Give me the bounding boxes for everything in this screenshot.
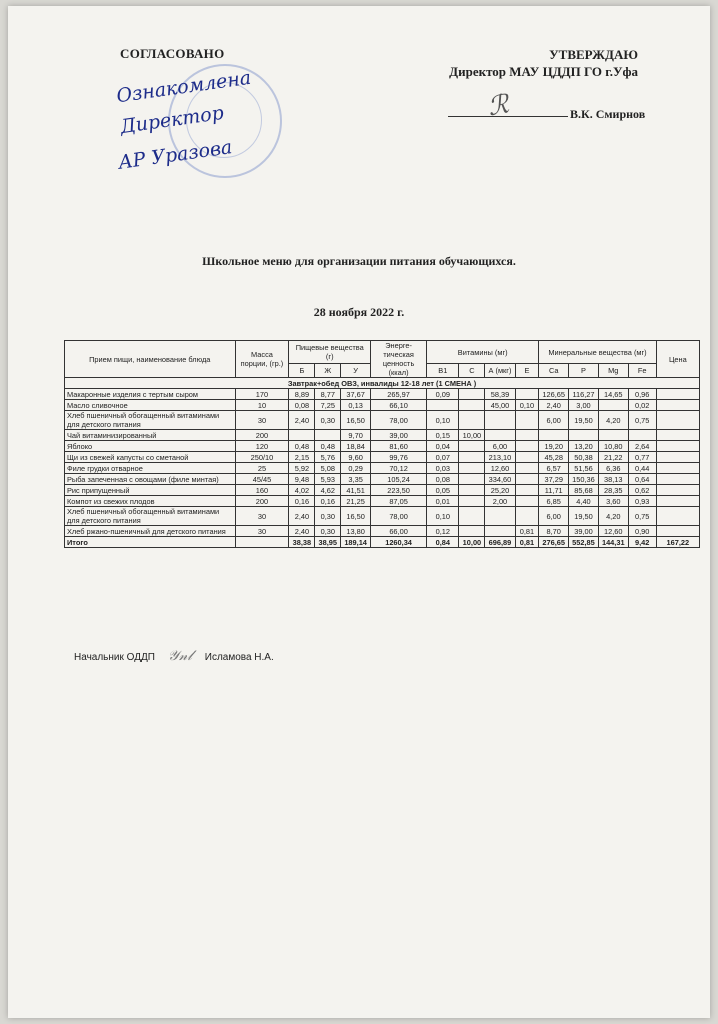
approve-block (449, 46, 638, 80)
cell-zh: 0,30 (315, 526, 341, 537)
footer-signature: 𝒴𝓃𝓁 (167, 648, 192, 664)
cell-price (656, 526, 699, 537)
cell-p: 150,36 (569, 474, 599, 485)
cell-b1: 0,08 (427, 474, 459, 485)
cell-ca: 8,70 (539, 526, 569, 537)
cell-ca: 126,65 (539, 389, 569, 400)
footer-signature-block (74, 648, 274, 664)
cell-mass: 30 (235, 507, 289, 526)
cell-energy: 81,60 (371, 441, 427, 452)
cell-e (515, 507, 539, 526)
cell-c (459, 452, 485, 463)
cell-mg: 14,65 (598, 389, 628, 400)
cell-price (656, 496, 699, 507)
cell-b1: 0,09 (427, 389, 459, 400)
cell-fe: 0,75 (628, 507, 656, 526)
cell-e (515, 441, 539, 452)
cell-mg: 38,13 (598, 474, 628, 485)
cell-fe: 0,02 (628, 400, 656, 411)
cell-u: 9,60 (341, 452, 371, 463)
cell-p: 19,50 (569, 507, 599, 526)
cell-name: Чай витаминизированный (65, 430, 236, 441)
table-row (65, 485, 700, 496)
cell-name: Хлеб ржано-пшеничный для детского питания (65, 526, 236, 537)
cell-b1: 0,15 (427, 430, 459, 441)
cell-fe: 0,93 (628, 496, 656, 507)
cell-e (515, 463, 539, 474)
cell-mass: 25 (235, 463, 289, 474)
cell-fe: 0,75 (628, 411, 656, 430)
header-mg: Mg (598, 364, 628, 378)
cell-p: 85,68 (569, 485, 599, 496)
header-mass: Масса порции, (гр.) (235, 341, 289, 378)
table-row (65, 463, 700, 474)
cell-a (485, 411, 515, 430)
page-title: Школьное меню для организации питания обучающихся. (202, 254, 516, 268)
header-e: Е (515, 364, 539, 378)
header-meal: Прием пищи, наименование блюда (65, 341, 236, 378)
cell-c (459, 526, 485, 537)
cell-mg: 4,20 (598, 507, 628, 526)
header-ca: Са (539, 364, 569, 378)
handwritten-line-2: Директор (118, 101, 226, 139)
cell-ca: 19,20 (539, 441, 569, 452)
director-title: Директор МАУ ЦДДП ГО г.Уфа (449, 64, 638, 79)
cell-p: 13,20 (569, 441, 599, 452)
cell-energy: 78,00 (371, 507, 427, 526)
cell-e (515, 430, 539, 441)
cell-e: 0,81 (515, 526, 539, 537)
table-row (65, 389, 700, 400)
cell-e (515, 411, 539, 430)
cell-u: 0,13 (341, 400, 371, 411)
cell-mg: 28,35 (598, 485, 628, 496)
cell-price (656, 485, 699, 496)
cell-c (459, 411, 485, 430)
cell-e (515, 389, 539, 400)
header-zh: Ж (315, 364, 341, 378)
cell-a: 58,39 (485, 389, 515, 400)
cell-ca: 37,29 (539, 474, 569, 485)
cell-energy: 105,24 (371, 474, 427, 485)
cell-b: 2,40 (289, 507, 315, 526)
table-row (65, 400, 700, 411)
cell-price (656, 463, 699, 474)
cell-p: 50,38 (569, 452, 599, 463)
header-b: Б (289, 364, 315, 378)
cell-price (656, 452, 699, 463)
cell-fe: 0,77 (628, 452, 656, 463)
cell-name: Компот из свежих плодов (65, 496, 236, 507)
cell-mass: 250/10 (235, 452, 289, 463)
cell-price (656, 430, 699, 441)
signature-line (448, 116, 568, 117)
handwritten-line-1: Ознакомлена (115, 66, 253, 108)
cell-ca: 6,85 (539, 496, 569, 507)
cell-price (656, 441, 699, 452)
cell-mg: 10,80 (598, 441, 628, 452)
cell-b1: 0,12 (427, 526, 459, 537)
table-row (65, 441, 700, 452)
cell-u: 3,35 (341, 474, 371, 485)
cell-b1: 0,01 (427, 496, 459, 507)
cell-zh (315, 430, 341, 441)
cell-b: 9,48 (289, 474, 315, 485)
cell-energy: 70,12 (371, 463, 427, 474)
cell-mass: 30 (235, 526, 289, 537)
cell-a (485, 430, 515, 441)
table-row (65, 430, 700, 441)
cell-a: 6,00 (485, 441, 515, 452)
header-p: Р (569, 364, 599, 378)
director-signature: ℛ (485, 89, 512, 123)
total-row (65, 537, 700, 548)
cell-energy: 223,50 (371, 485, 427, 496)
cell-zh: 0,30 (315, 507, 341, 526)
header-nutrients: Пищевые вещества (г) (289, 341, 371, 364)
cell-mass (235, 537, 289, 548)
header-c: С (459, 364, 485, 378)
cell-energy: 66,10 (371, 400, 427, 411)
cell-c (459, 474, 485, 485)
cell-b: 2,15 (289, 452, 315, 463)
cell-fe: 0,96 (628, 389, 656, 400)
cell-e (515, 485, 539, 496)
cell-energy: 66,00 (371, 526, 427, 537)
cell-u: 41,51 (341, 485, 371, 496)
cell-a: 45,00 (485, 400, 515, 411)
cell-zh: 0,48 (315, 441, 341, 452)
cell-name: Итого (65, 537, 236, 548)
cell-u: 189,14 (341, 537, 371, 548)
cell-b (289, 430, 315, 441)
cell-fe (628, 430, 656, 441)
cell-fe: 0,64 (628, 474, 656, 485)
cell-c (459, 463, 485, 474)
cell-p: 19,50 (569, 411, 599, 430)
approved-label: СОГЛАСОВАНО (120, 46, 225, 61)
footer-name: Исламова Н.А. (204, 652, 274, 663)
cell-energy: 87,05 (371, 496, 427, 507)
cell-a: 2,00 (485, 496, 515, 507)
cell-e (515, 474, 539, 485)
cell-energy: 265,97 (371, 389, 427, 400)
cell-e (515, 496, 539, 507)
cell-name: Рис припущенный (65, 485, 236, 496)
cell-price (656, 507, 699, 526)
cell-ca: 2,40 (539, 400, 569, 411)
cell-zh: 5,76 (315, 452, 341, 463)
cell-mass: 200 (235, 496, 289, 507)
cell-energy: 39,00 (371, 430, 427, 441)
cell-name: Макаронные изделия с тертым сыром (65, 389, 236, 400)
cell-mass: 45/45 (235, 474, 289, 485)
cell-name: Масло сливочное (65, 400, 236, 411)
header-minerals: Минеральные вещества (мг) (539, 341, 656, 364)
cell-fe: 0,90 (628, 526, 656, 537)
cell-mass: 170 (235, 389, 289, 400)
cell-p: 3,00 (569, 400, 599, 411)
cell-ca: 276,65 (539, 537, 569, 548)
cell-b1: 0,05 (427, 485, 459, 496)
table-row (65, 411, 700, 430)
cell-name: Хлеб пшеничный обогащенный витаминами для детского питания (65, 411, 236, 430)
handwritten-line-3: АР Уразова (117, 136, 234, 174)
footer-role: Начальник ОДДП (74, 652, 155, 663)
cell-b: 0,08 (289, 400, 315, 411)
cell-fe: 0,62 (628, 485, 656, 496)
cell-p: 552,85 (569, 537, 599, 548)
cell-a (485, 526, 515, 537)
cell-mg: 6,36 (598, 463, 628, 474)
cell-energy: 1260,34 (371, 537, 427, 548)
cell-zh: 5,08 (315, 463, 341, 474)
document-page (8, 6, 710, 1018)
cell-zh: 0,30 (315, 411, 341, 430)
cell-name: Щи из свежей капусты со сметаной (65, 452, 236, 463)
cell-fe: 2,64 (628, 441, 656, 452)
cell-b: 2,40 (289, 526, 315, 537)
cell-mg: 12,60 (598, 526, 628, 537)
cell-u: 37,67 (341, 389, 371, 400)
approve-label: УТВЕРЖДАЮ (549, 47, 638, 62)
cell-a (485, 507, 515, 526)
cell-price (656, 411, 699, 430)
cell-mass: 160 (235, 485, 289, 496)
cell-u: 16,50 (341, 411, 371, 430)
section-title: Завтрак+обед ОВЗ, инвалиды 12-18 лет (1 СМЕНА ) (65, 378, 700, 389)
header-a: А (мкг) (485, 364, 515, 378)
cell-a: 334,60 (485, 474, 515, 485)
cell-b1: 0,07 (427, 452, 459, 463)
cell-b1: 0,10 (427, 507, 459, 526)
cell-mg: 144,31 (598, 537, 628, 548)
cell-c (459, 400, 485, 411)
cell-e (515, 452, 539, 463)
table-row (65, 507, 700, 526)
cell-mg: 3,60 (598, 496, 628, 507)
menu-table (64, 340, 700, 548)
cell-b1: 0,10 (427, 411, 459, 430)
cell-mg: 21,22 (598, 452, 628, 463)
cell-mass: 120 (235, 441, 289, 452)
cell-price (656, 400, 699, 411)
cell-b: 0,16 (289, 496, 315, 507)
cell-b1: 0,04 (427, 441, 459, 452)
cell-b1: 0,84 (427, 537, 459, 548)
cell-ca: 6,00 (539, 411, 569, 430)
cell-name: Яблоко (65, 441, 236, 452)
cell-energy: 99,76 (371, 452, 427, 463)
cell-a: 12,60 (485, 463, 515, 474)
section-row (65, 378, 700, 389)
cell-fe: 9,42 (628, 537, 656, 548)
header-energy: Энерге-тическая ценность (ккал) (371, 341, 427, 378)
cell-ca: 6,00 (539, 507, 569, 526)
cell-ca (539, 430, 569, 441)
cell-price: 167,22 (656, 537, 699, 548)
cell-c (459, 441, 485, 452)
cell-c (459, 389, 485, 400)
cell-mg (598, 400, 628, 411)
table-row (65, 474, 700, 485)
cell-u: 13,80 (341, 526, 371, 537)
cell-u: 9,70 (341, 430, 371, 441)
table-row (65, 496, 700, 507)
cell-b: 8,89 (289, 389, 315, 400)
cell-p: 116,27 (569, 389, 599, 400)
cell-mg: 4,20 (598, 411, 628, 430)
header-b1: В1 (427, 364, 459, 378)
cell-p: 51,56 (569, 463, 599, 474)
cell-fe: 0,44 (628, 463, 656, 474)
cell-zh: 8,77 (315, 389, 341, 400)
cell-ca: 6,57 (539, 463, 569, 474)
cell-b1 (427, 400, 459, 411)
cell-b: 5,92 (289, 463, 315, 474)
cell-c (459, 507, 485, 526)
cell-mg (598, 430, 628, 441)
cell-ca: 11,71 (539, 485, 569, 496)
cell-u: 21,25 (341, 496, 371, 507)
header-vitamins: Витамины (мг) (427, 341, 539, 364)
cell-a: 696,89 (485, 537, 515, 548)
cell-zh: 0,16 (315, 496, 341, 507)
cell-zh: 4,62 (315, 485, 341, 496)
cell-c: 10,00 (459, 537, 485, 548)
cell-a: 213,10 (485, 452, 515, 463)
cell-u: 16,50 (341, 507, 371, 526)
header-u: У (341, 364, 371, 378)
cell-p: 4,40 (569, 496, 599, 507)
cell-u: 0,29 (341, 463, 371, 474)
cell-c (459, 496, 485, 507)
cell-price (656, 389, 699, 400)
cell-energy: 78,00 (371, 411, 427, 430)
cell-b: 38,38 (289, 537, 315, 548)
cell-b: 4,02 (289, 485, 315, 496)
header-price: Цена (656, 341, 699, 378)
cell-u: 18,84 (341, 441, 371, 452)
header-fe: Fe (628, 364, 656, 378)
cell-zh: 7,25 (315, 400, 341, 411)
cell-p (569, 430, 599, 441)
cell-b1: 0,03 (427, 463, 459, 474)
cell-ca: 45,28 (539, 452, 569, 463)
menu-date: 28 ноября 2022 г. (313, 305, 405, 319)
cell-e: 0,10 (515, 400, 539, 411)
cell-mass: 10 (235, 400, 289, 411)
cell-a: 25,20 (485, 485, 515, 496)
cell-zh: 5,93 (315, 474, 341, 485)
table-row (65, 526, 700, 537)
cell-mass: 200 (235, 430, 289, 441)
director-name: В.К. Смирнов (570, 107, 646, 121)
table-row (65, 452, 700, 463)
cell-name: Хлеб пшеничный обогащенный витаминами для детского питания (65, 507, 236, 526)
cell-mass: 30 (235, 411, 289, 430)
cell-b: 2,40 (289, 411, 315, 430)
cell-c: 10,00 (459, 430, 485, 441)
cell-e: 0,81 (515, 537, 539, 548)
cell-c (459, 485, 485, 496)
cell-name: Филе грудки отварное (65, 463, 236, 474)
cell-zh: 38,95 (315, 537, 341, 548)
cell-p: 39,00 (569, 526, 599, 537)
cell-name: Рыба запеченная с овощами (филе минтая) (65, 474, 236, 485)
cell-price (656, 474, 699, 485)
cell-b: 0,48 (289, 441, 315, 452)
